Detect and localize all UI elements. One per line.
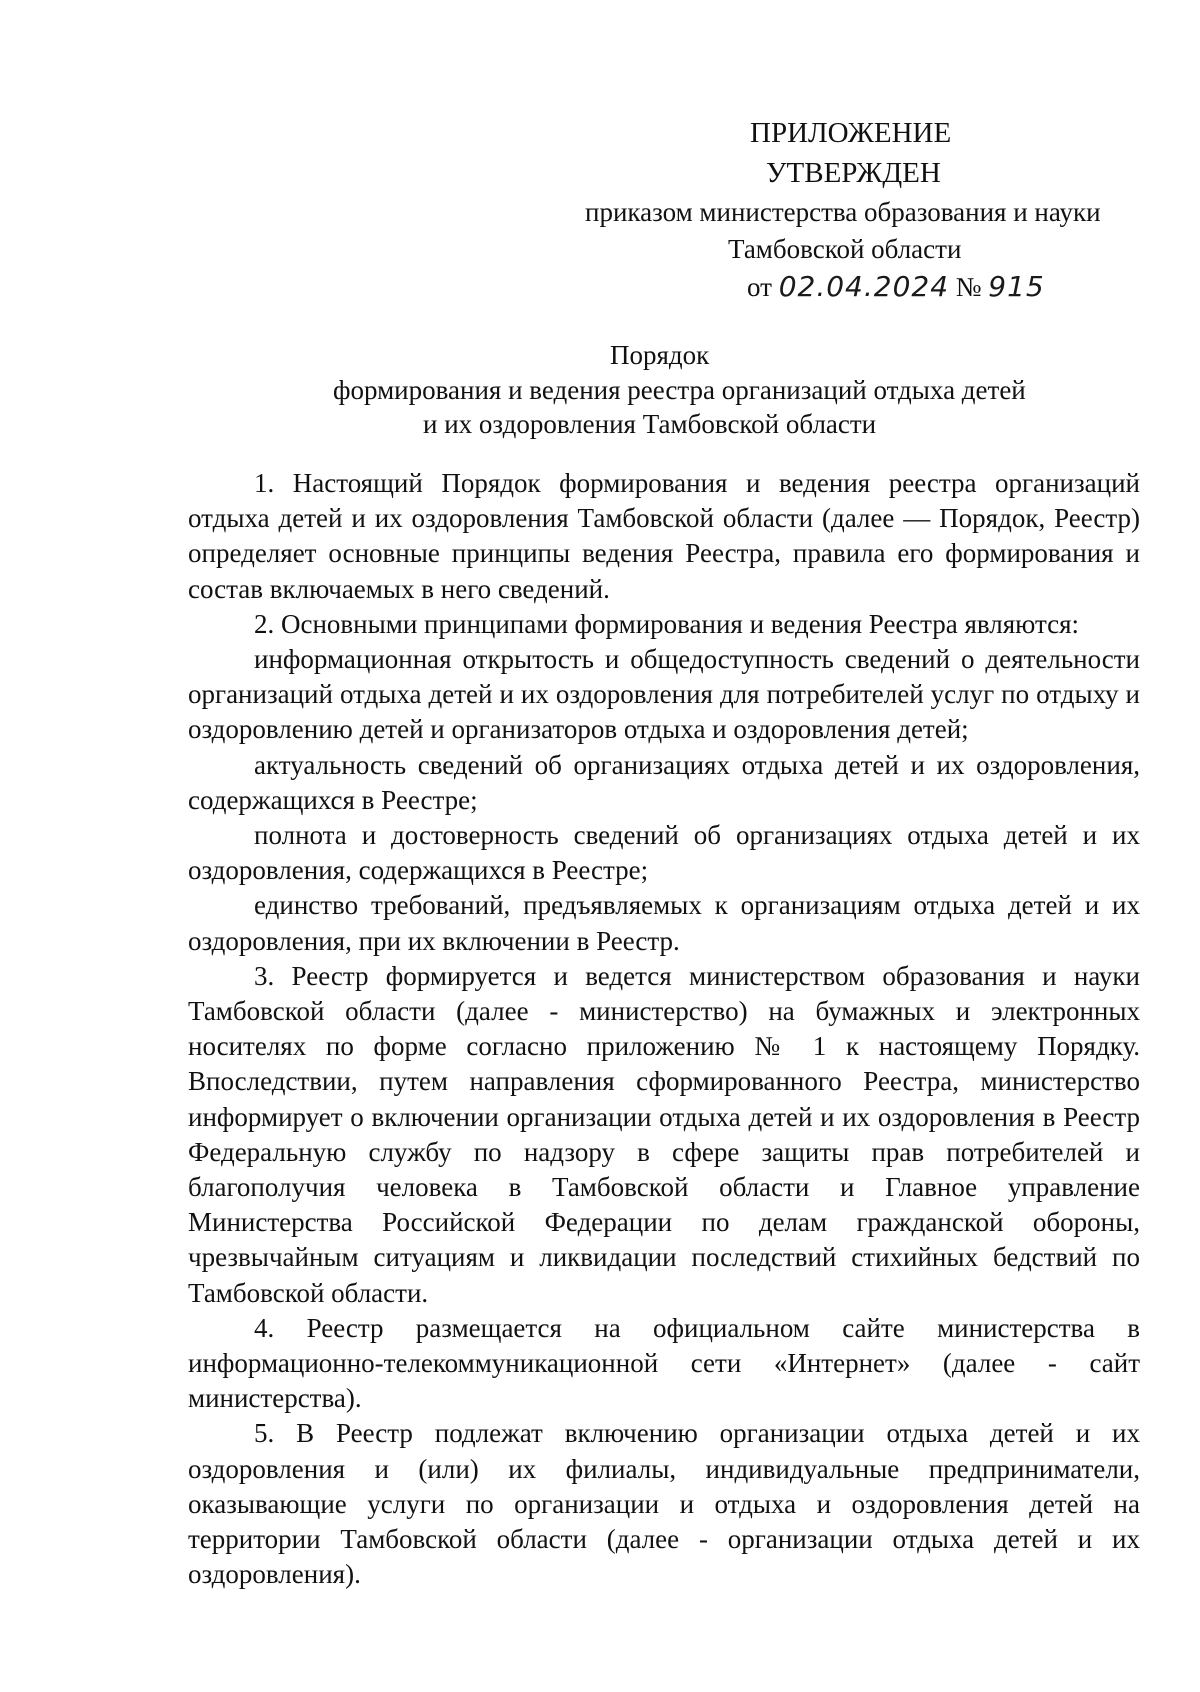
paragraph-2: 2. Основными принципами формирования и ведения Реестра являются: [254,608,1079,639]
document-title: Порядок [610,340,710,370]
principle-relevance: актуальность сведений об организациях отдыха детей и их оздоровления, содержащихся в Реестре; [188,749,1140,815]
paragraph-5: 5. В Реестр подлежат включению организации отдыха детей и их оздоровления и (или) их филиалы, индивидуальные предприниматели, оказывающие услуги по организации и отдыха и оздоровления детей на территории Тамбовской области (далее - организации отдыха детей и их оздоровления). [188,1418,1140,1590]
paragraph-1: 1. Настоящий Порядок формирования и ведения реестра организаций отдыха детей и их оздоровления Тамбовской области (далее — Порядок, Реестр) определяет основные принципы ведения Реестра, правила его формирования и состав включаемых в него сведений. [188,468,1140,604]
handwritten-date: 02.04.2024 [778,270,950,303]
approved-heading: УТВЕРЖДЕН [766,157,941,189]
principle-completeness: полнота и достоверность сведений об организациях отдыха детей и их оздоровления, содержащихся в Реестре; [188,820,1140,886]
appendix-heading: ПРИЛОЖЕНИЕ [750,117,952,149]
number-sign: № [955,272,982,302]
principle-uniformity: единство требований, предъявляемых к организациям отдыха детей и их оздоровления, при их включении в Реестр. [188,890,1140,956]
principle-openness: информационная открытость и общедоступность сведений о деятельности организаций отдыха детей и их оздоровления для потребителей услуг по отдыху и оздоровлению детей и организаторов отдыха и оздоровления детей; [188,644,1140,745]
order-ministry-line: приказом министерства образования и науки [585,197,1101,227]
handwritten-number: 915 [988,270,1045,303]
region-line: Тамбовской области [728,234,962,264]
document-subtitle-line-1: формирования и ведения реестра организаций отдыха детей [333,375,1026,405]
date-prefix: от [747,272,772,302]
order-date-number-line [747,270,1045,304]
document-subtitle-line-2: и их оздоровления Тамбовской области [423,409,877,439]
document-body [188,466,1140,1593]
paragraph-3: 3. Реестр формируется и ведется министерством образования и науки Тамбовской области (далее - министерство) на бумажных и электронных носителях по форме согласно приложению № 1 к настоящему Порядку. Впоследствии, путем направления сформированного Реестра, министерство информирует о включении организации отдыха детей и их оздоровления в Реестр Федеральную службу по надзору в сфере защиты прав потребителей и благополучия человека в Тамбовской области и Главное управление Министерства Российской Федерации по делам гражданской обороны, чрезвычайным ситуациям и ликвидации последствий стихийных бедствий по Тамбовской области. [188,960,1140,1308]
paragraph-4: 4. Реестр размещается на официальном сайте министерства в информационно-телекоммуникационной сети «Интернет» (далее - сайт министерства). [188,1312,1140,1414]
